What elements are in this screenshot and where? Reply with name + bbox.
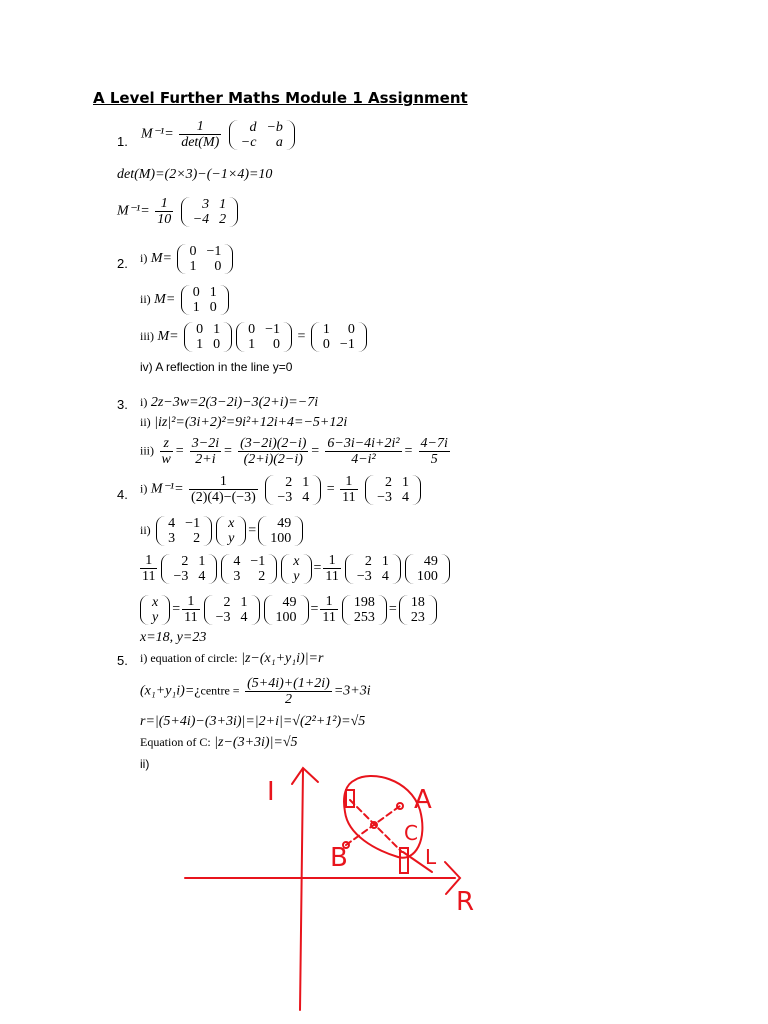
label-l: L — [425, 845, 437, 869]
matrix-cell: x — [293, 553, 300, 569]
matrix-cell: 0 — [196, 322, 204, 337]
q2-part-i: i) M= 0 −1 1 0 — [140, 244, 235, 274]
q3-number: 3. — [117, 397, 128, 412]
matrix-cell: 1 — [248, 337, 256, 352]
matrix-cell: 100 — [416, 568, 438, 584]
circle-c — [344, 776, 422, 858]
q4-part-ii: ii) 4 −1 3 2 x y = 49 100 — [140, 516, 305, 546]
matrix-cell: 49 — [277, 516, 292, 531]
label-c: C — [404, 821, 418, 845]
q3-part-iii: iii) $\frac{z}{w}$ = $\frac{3-2i}{2+i}$ = $\frac{(3-2i)(2-i)}{(2+i)(2-i)}$ = $\frac{\text{6−3i−4i+2i²}}{\text{4−i²}}$ = $\frac{4-7i}{5}$ — [140, 436, 448, 467]
matrix-cell: 4 — [168, 516, 176, 531]
q5-part-i: i) equation of circle: |z−(x₁+y₁i)|=r — [140, 651, 324, 666]
q1-inverse-matrix — [181, 197, 238, 227]
matrix-cell: 0 — [273, 337, 281, 352]
q1-lhs: M⁻¹= — [141, 126, 174, 142]
q3-part-i: i) 2z−3w=2(3−2i)−3(2+i)=−7i — [140, 395, 319, 410]
matrix-cell: x — [228, 516, 235, 531]
q1-determinant: det(M)=(2×3)−(−1×4)=10 — [117, 167, 273, 182]
matrix-cell: 198 — [353, 594, 375, 610]
matrix-cell: −b — [266, 119, 283, 135]
matrix-cell: −c — [240, 134, 257, 150]
matrix-cell: 1 — [322, 322, 330, 337]
q1-adjugate-matrix — [229, 120, 295, 150]
label-a: A — [414, 785, 432, 815]
matrix-cell: 2 — [258, 568, 266, 584]
matrix-cell: 3 — [233, 568, 241, 584]
matrix-cell: y — [228, 531, 235, 546]
matrix-cell: −1 — [250, 553, 266, 569]
matrix-cell: 0 — [189, 244, 197, 259]
q4-number: 4. — [117, 487, 128, 502]
diameter-ab — [346, 806, 400, 845]
marker-top — [346, 790, 354, 807]
matrix-cell: 1 — [219, 196, 227, 212]
matrix-cell: 1 — [189, 259, 197, 274]
matrix-cell: x — [152, 594, 159, 610]
matrix-cell: d — [249, 119, 257, 135]
label-b: B — [330, 843, 348, 873]
matrix-cell: 4 — [240, 609, 248, 625]
q4-line-4: x y = $\frac{1}{11}$ 2 1 −3 4 49 100 = $\frac{1}{11}$ 198 253 = 18 23 — [138, 594, 439, 625]
q5-equation: Equation of C: |z−(3+3i)|=√5 — [140, 735, 298, 750]
matrix-cell: 0 — [214, 259, 222, 274]
matrix-cell: 4 — [302, 489, 310, 505]
matrix-cell: 2 — [285, 474, 293, 490]
matrix-cell: −3 — [356, 568, 372, 584]
matrix-cell: 0 — [347, 322, 355, 337]
matrix-cell: 49 — [423, 553, 438, 569]
q4-answer: x=18, y=23 — [140, 630, 207, 645]
q1-formula — [141, 119, 297, 150]
matrix-cell: 100 — [270, 531, 292, 546]
matrix-cell: −3 — [277, 489, 293, 505]
q3-part-ii: ii) |iz|²=(3i+2)²=9i²+12i+4=−5+12i — [140, 415, 348, 430]
label-imag: I — [267, 777, 275, 807]
imag-axis-line — [300, 770, 303, 1010]
matrix-cell: 2 — [219, 211, 227, 227]
matrix-cell: 253 — [353, 609, 375, 625]
matrix-cell: 1 — [213, 322, 221, 337]
matrix-cell: 2 — [181, 553, 189, 569]
q2-part-iii: iii) M= 0 1 1 0 0 −1 1 0 = 1 0 0 −1 — [140, 322, 369, 352]
matrix-cell: 0 — [192, 285, 200, 300]
q5-part-ii: ii) — [140, 757, 150, 771]
matrix-cell: 3 — [202, 196, 210, 212]
imag-axis-arrow — [292, 768, 318, 784]
matrix-cell: 1 — [402, 474, 410, 490]
matrix-cell: 1 — [196, 337, 204, 352]
matrix-cell: −3 — [377, 489, 393, 505]
matrix-cell: y — [293, 568, 300, 584]
matrix-cell: 4 — [198, 568, 206, 584]
matrix-cell: 3 — [168, 531, 176, 546]
q5-radius: r=|(5+4i)−(3+3i)|=|2+i|=√(2²+1²)=√5 — [140, 714, 366, 729]
q1-number: 1. — [117, 134, 128, 149]
matrix-cell: 100 — [275, 609, 297, 625]
matrix-cell: −1 — [206, 244, 222, 259]
page-title: A Level Further Maths Module 1 Assignment — [93, 89, 468, 107]
matrix-cell: 18 — [410, 594, 425, 610]
matrix-cell: 2 — [223, 594, 231, 610]
matrix-cell: 1 — [381, 553, 389, 569]
matrix-cell: −3 — [215, 609, 231, 625]
q5-number: 5. — [117, 653, 128, 668]
matrix-cell: −1 — [339, 337, 355, 352]
matrix-cell: 1 — [302, 474, 310, 490]
matrix-cell: 4 — [381, 568, 389, 584]
q2-part-iv: iv) A reflection in the line y=0 — [140, 360, 293, 374]
matrix-cell: 49 — [282, 594, 297, 610]
q1-inverse: M⁻¹= $\frac{1}{10}$ 3 1 −4 2 — [117, 196, 240, 227]
matrix-cell: −1 — [265, 322, 281, 337]
sketch-labels — [267, 777, 474, 917]
matrix-cell: 2 — [364, 553, 372, 569]
matrix-cell: 0 — [322, 337, 330, 352]
q4-part-i: i) M⁻¹= $\frac{1}{(2)(4)-(-3)}$ 2 1 −3 4 = $\frac{1}{11}$ 2 1 −3 4 — [140, 474, 423, 505]
q2-number: 2. — [117, 256, 128, 271]
matrix-cell: 2 — [193, 531, 201, 546]
matrix-cell: 2 — [385, 474, 393, 490]
q1-fraction: $\frac{1}{\det(M)}$ — [181, 119, 220, 150]
matrix-cell: 0 — [248, 322, 256, 337]
matrix-cell: 0 — [209, 300, 217, 315]
matrix-cell: 23 — [410, 609, 425, 625]
matrix-cell: −1 — [185, 516, 201, 531]
matrix-cell: y — [152, 609, 159, 625]
label-real: R — [456, 887, 475, 917]
q5-centre: (x₁+y₁i)=¿centre = $\frac{(5+4i)+(1+2i)}{2}$ =3+3i — [140, 676, 371, 707]
matrix-cell: 1 — [198, 553, 206, 569]
matrix-cell: 1 — [192, 300, 200, 315]
matrix-cell: 4 — [233, 553, 241, 569]
q4-line-3: $\frac{1}{11}$ 2 1 −3 4 4 −1 3 2 x y = $\frac{1}{11}$ 2 1 −3 4 49 100 — [138, 553, 452, 584]
matrix-cell: 1 — [240, 594, 248, 610]
argand-sketch — [170, 760, 500, 1020]
matrix-cell: a — [275, 134, 283, 150]
matrix-cell: 1 — [209, 285, 217, 300]
matrix-cell: −3 — [173, 568, 189, 584]
q2-part-ii: ii) M= 0 1 1 0 — [140, 285, 231, 315]
matrix-cell: 4 — [402, 489, 410, 505]
matrix-cell: 0 — [213, 337, 221, 352]
matrix-cell: −4 — [192, 211, 210, 227]
